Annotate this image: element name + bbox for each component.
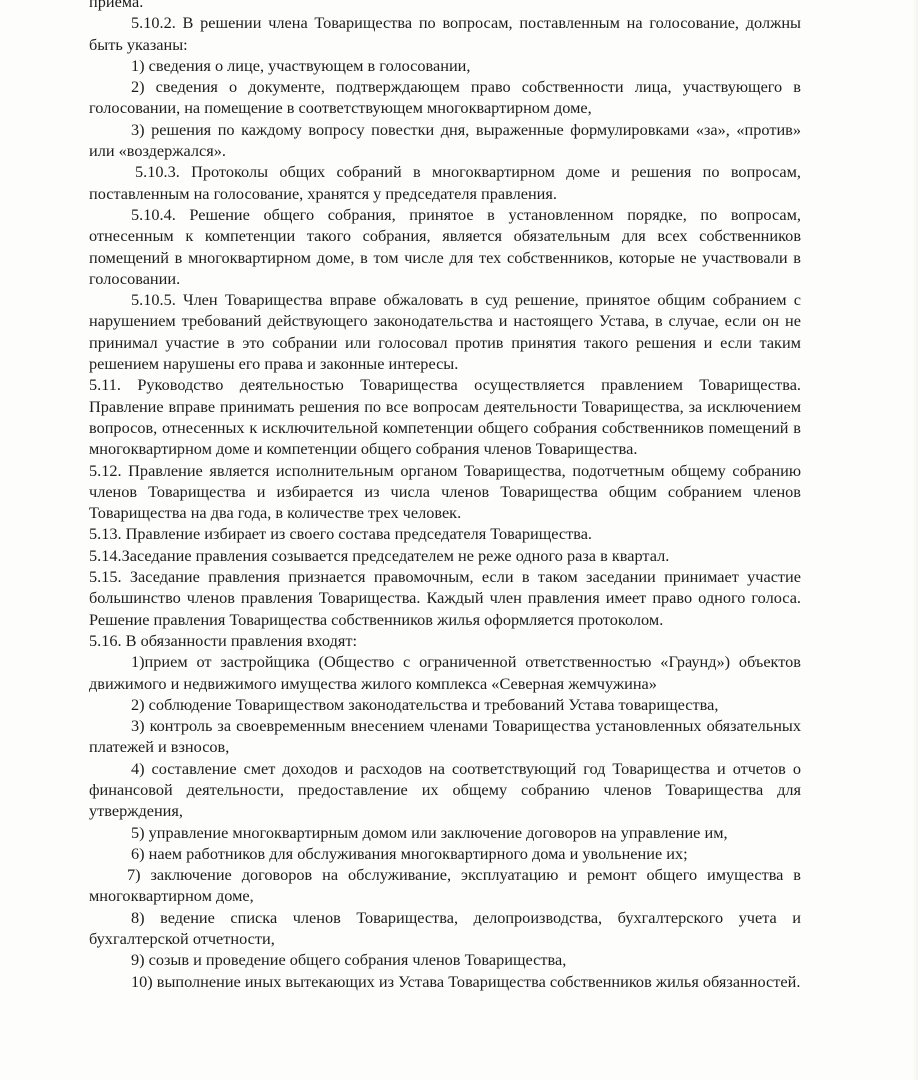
list-item-5-16-8: 8) ведение списка членов Товарищества, делопроизводства, бухгалтерского учета и бухгалтерской отчетности, xyxy=(89,907,801,949)
paragraph-5-14: 5.14.Заседание правления созывается председателем не реже одного раза в квартал. xyxy=(89,545,670,565)
list-item-5-10-2-1: 1) сведения о лице, участвующем в голосовании, xyxy=(131,55,471,75)
paragraph-5-16: 5.16. В обязанности правления входят: xyxy=(89,630,358,650)
list-item-5-16-7: 7) заключение договоров на обслуживание, эксплуатацию и ремонт общего имущества в многоквартирном доме, xyxy=(89,865,801,906)
list-item-5-16-3: 3) контроль за своевременным внесением членами Товарищества установленных обязательных платежей и взносов, xyxy=(89,716,801,757)
paragraph-5-11: 5.11. Руководство деятельностью Товарищества осуществляется правлением Товарищества. Правление вправе принимать решения по все вопросам деятельности Товарищества, за исключением вопросов, отнесенных к исключительной компетенции общего собрания собственников помещений в многоквартирном доме и компетенции общего собрания членов Товарищества. xyxy=(89,375,801,459)
list-item-5-16-6: 6) наем работников для обслуживания многоквартирного дома и увольнение их; xyxy=(131,843,688,863)
list-item-5-16-2: 2) соблюдение Товариществом законодательства и требований Устава товарищества, xyxy=(131,694,719,714)
list-item-5-10-2-2: 2) сведения о документе, подтверждающем право собственности лица, участвующего в голосовании, на помещение в соответствующем многоквартирном доме, xyxy=(89,77,801,118)
list-item-5-16-10: 10) выполнение иных вытекающих из Устава Товарищества собственников жилья обязанностей. xyxy=(131,971,801,991)
paragraph-5-10-5: 5.10.5. Член Товарищества вправе обжаловать в суд решение, принятое общим собранием с нарушением требований действующего законодательства и настоящего Устава, в случае, если он не принимал участие в это собрании или голосовал против принятия такого решения и если таким решением нарушены его права и законные интересы. xyxy=(89,290,801,374)
paragraph-5-12: 5.12. Правление является исполнительным органом Товарищества, подотчетным общему собранию членов Товарищества и избирается из числа членов Товарищества общим собранием членов Товарищества на два года, в количестве трех человек. xyxy=(89,460,801,523)
paragraph-5-10-2: 5.10.2. В решении члена Товарищества по вопросам, поставленным на голосование, должны быть указаны: xyxy=(89,13,801,54)
paragraph-5-13: 5.13. Правление избирает из своего состава председателя Товарищества. xyxy=(89,524,592,544)
list-item-5-16-4: 4) составление смет доходов и расходов на соответствующий год Товарищества и отчетов о финансовой деятельности, предоставление их общему собранию членов Товарищества для утверждения, xyxy=(89,758,801,821)
paragraph-5-15: 5.15. Заседание правления признается правомочным, если в таком заседании принимает участие большинство членов правления Товарищества. Каждый член правления имеет право одного голоса. Решение правления Товарищества собственников жилья оформляется протоколом. xyxy=(89,567,801,629)
list-item-5-16-9: 9) созыв и проведение общего собрания членов Товарищества, xyxy=(131,950,567,970)
list-item-5-10-2-3: 3) решения по каждому вопросу повестки дня, выраженные формулировками «за», «против» или «воздержался». xyxy=(89,119,801,161)
paragraph-5-10-3: 5.10.3. Протоколы общих собраний в многоквартирном доме и решения по вопросам, поставленным на голосование, хранятся у председателя правления. xyxy=(89,162,801,203)
document-body xyxy=(89,0,801,992)
list-item-5-16-5: 5) управление многоквартирным домом или заключение договоров на управление им, xyxy=(131,822,728,842)
paragraph-fragment-top: приема. xyxy=(89,0,144,11)
paragraph-5-10-4: 5.10.4. Решение общего собрания, принятое в установленном порядке, по вопросам, отнесенным к компетенции такого собрания, является обязательным для всех собственников помещений в многоквартирном доме, в том числе для тех собственников, которые не участвовали в голосовании. xyxy=(89,204,801,288)
list-item-5-16-1: 1)прием от застройщика (Общество с ограниченной ответственностью «Граунд») объектов движимого и недвижимого имущества жилого комплекса «Северная жемчужина» xyxy=(89,652,801,693)
scan-edge-shadow xyxy=(912,0,918,1080)
